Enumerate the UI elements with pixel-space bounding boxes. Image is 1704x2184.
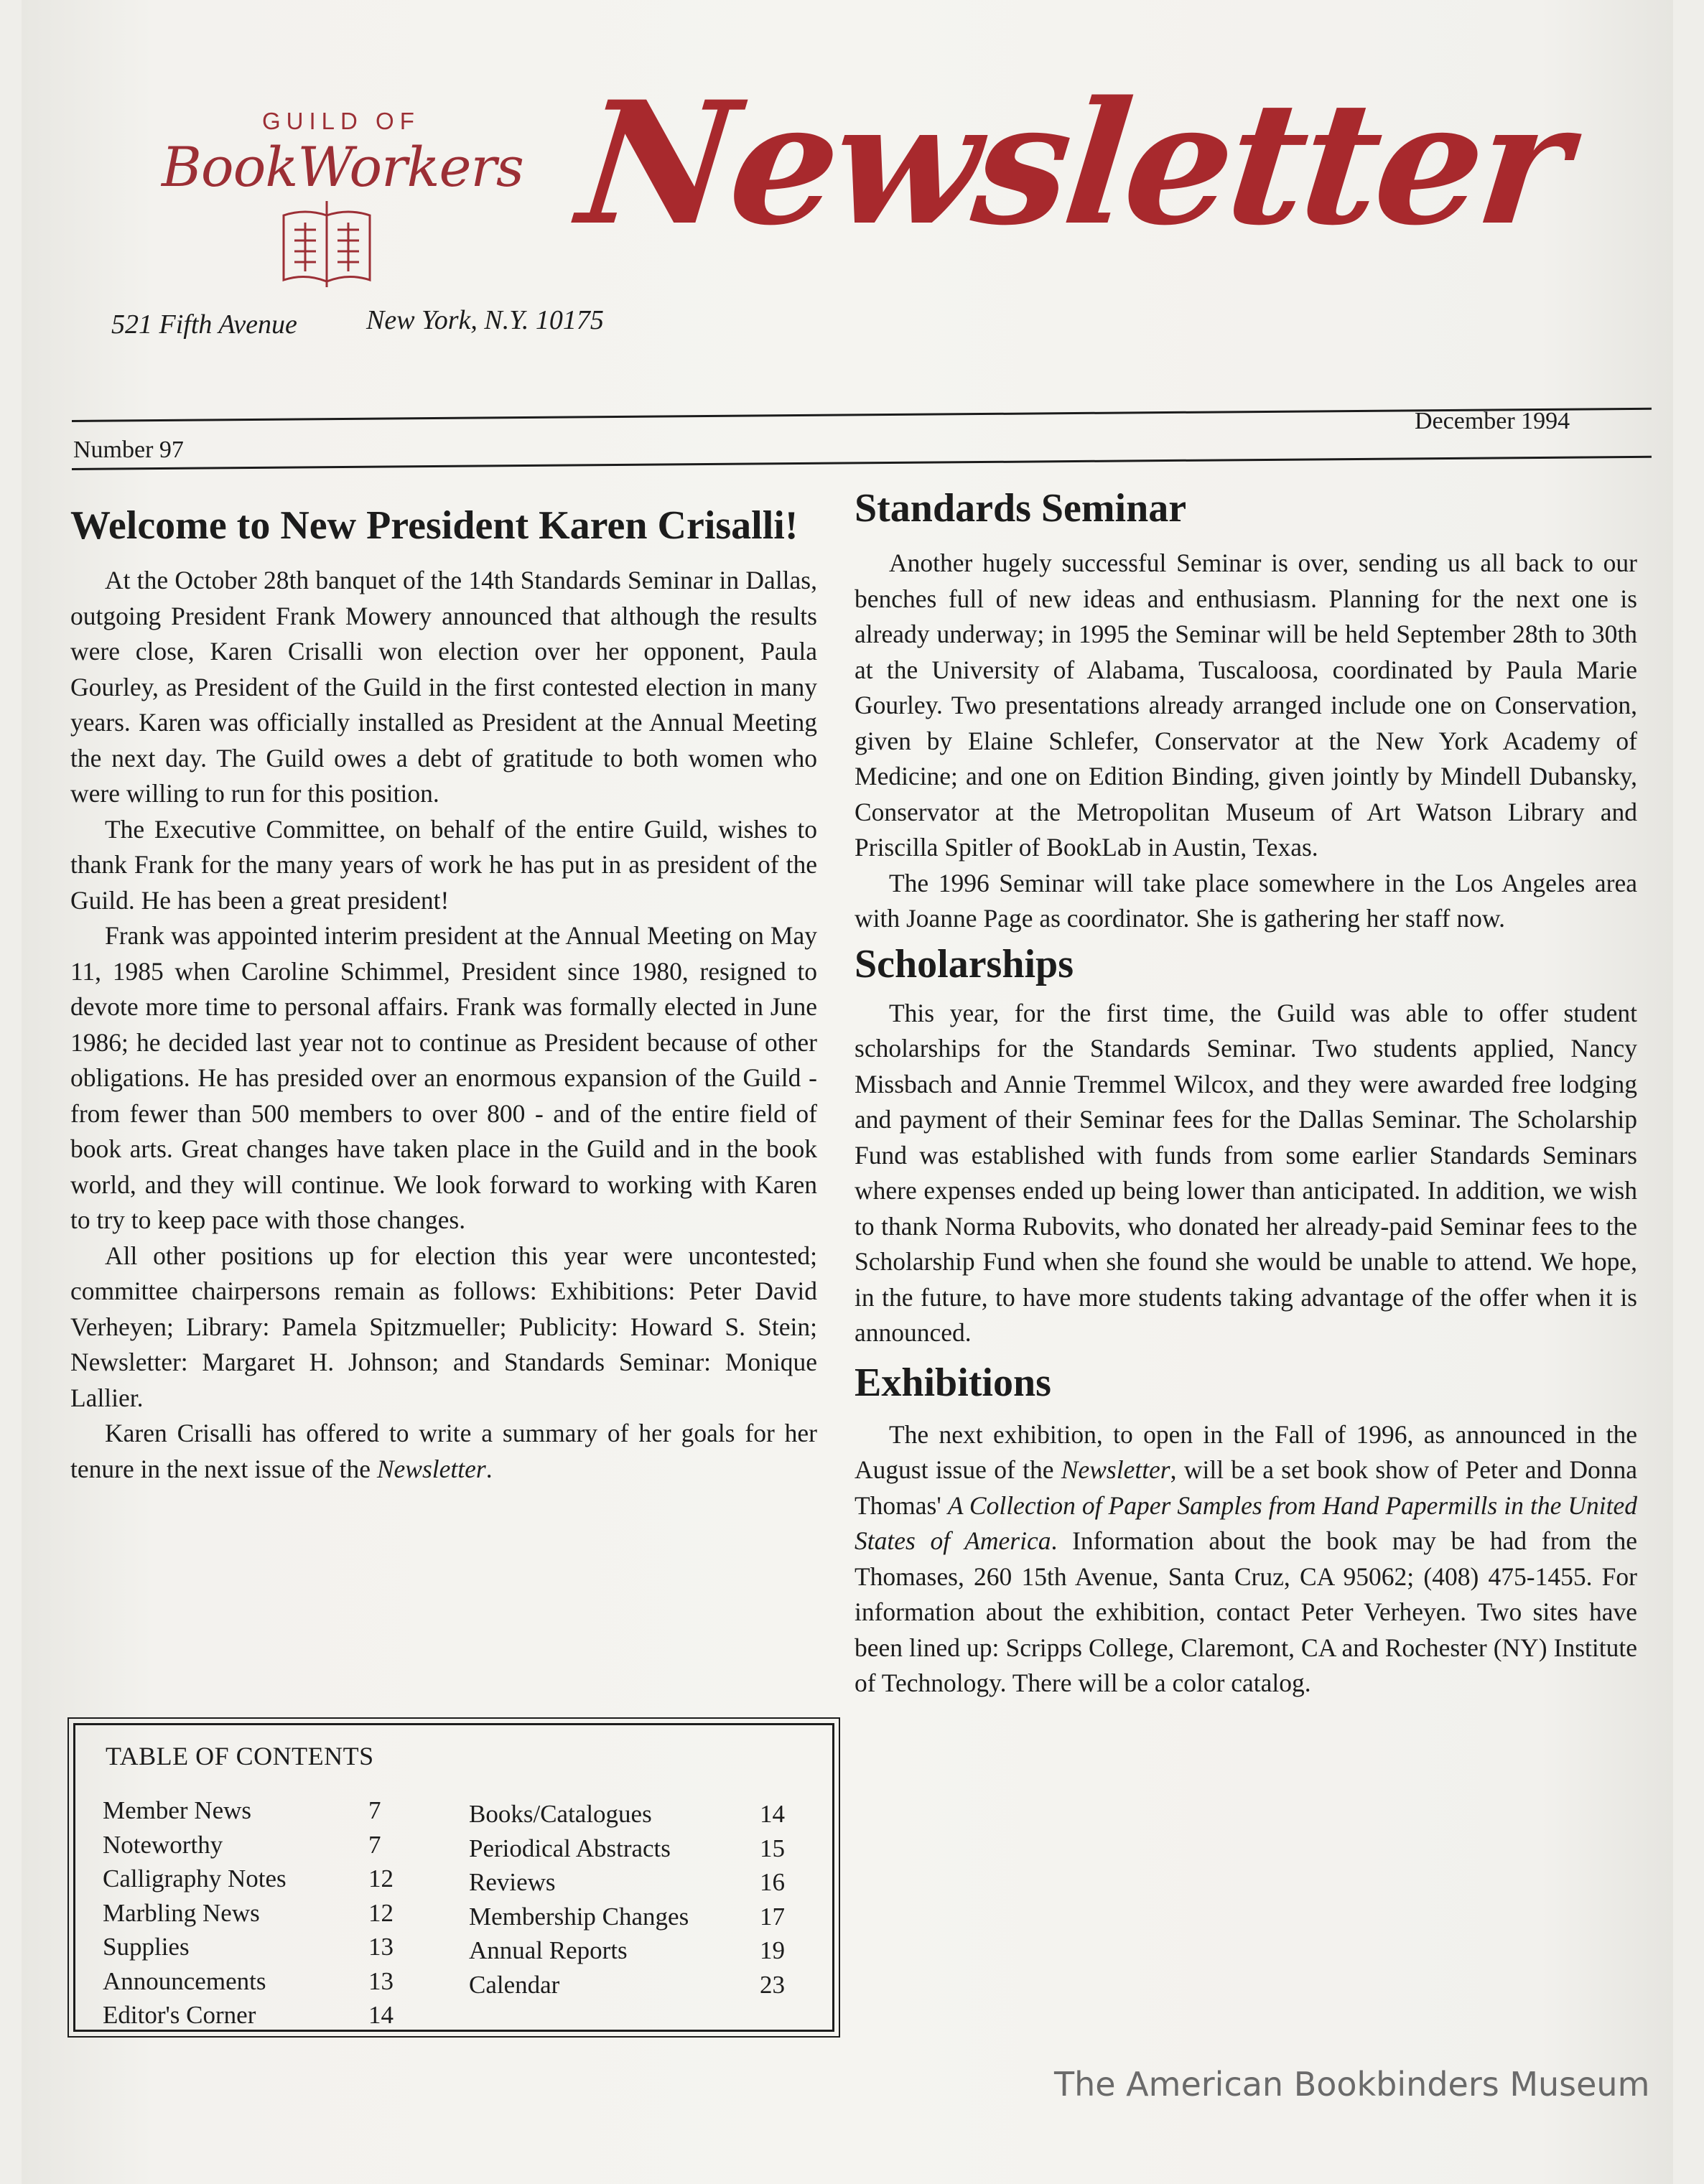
exhib-text-e: . Information about the book may be had from the Thomases, 260 15th Avenue, Santa Cruz, CA 95062; (408) 475-1455. For information about the exhibition, contact Peter Verheyen. Two sites have been lined up: Scripps College, Claremont, CA and Rochester (NY) Institute of Technology. There will be a color catalog. — [855, 1526, 1637, 1697]
exhib-text-a: The next exhibition, to open in the Fall of 1996, as announced in the August issue of the — [855, 1419, 1637, 1484]
toc-item-label: Reviews — [469, 1868, 556, 1896]
toc-item — [469, 1797, 785, 1831]
toc-item — [103, 1793, 419, 1828]
toc-item — [103, 1862, 419, 1896]
toc-item-label: Member News — [103, 1796, 252, 1824]
museum-watermark: The American Bookbinders Museum — [1054, 2065, 1650, 2104]
p5-newsletter-italic: Newsletter — [376, 1454, 486, 1483]
toc-item-page: 16 — [760, 1868, 785, 1896]
toc-item-page: 7 — [368, 1830, 381, 1859]
toc-item-page: 14 — [760, 1800, 785, 1828]
toc-item-label: Noteworthy — [103, 1830, 223, 1859]
exhib-book-title-italic: A Collection of Paper Samples from Hand Papermills in the United States of America — [855, 1490, 1637, 1555]
welcome-heading: Welcome to New President Karen Crisalli! — [70, 503, 799, 548]
issue-date: December 1994 — [1415, 408, 1570, 434]
scholarships-heading: Scholarships — [855, 941, 1074, 986]
toc-item-label: Marbling News — [103, 1898, 260, 1927]
toc-item-label: Supplies — [103, 1933, 190, 1961]
address-street: 521 Fifth Avenue — [111, 309, 297, 340]
toc-item-label: Membership Changes — [469, 1902, 689, 1931]
newsletter-title: Newsletter — [571, 65, 1575, 263]
toc-item-label: Announcements — [103, 1966, 266, 1995]
newsletter-page — [22, 0, 1673, 2184]
toc-item-page: 12 — [368, 1865, 394, 1893]
masthead-bottom-rule — [72, 456, 1652, 470]
open-book-icon — [276, 194, 377, 294]
guild-name-logo: BookWorkers — [162, 135, 523, 199]
exhibitions-paragraph — [855, 1417, 1637, 1702]
toc-item-label: Annual Reports — [469, 1936, 628, 1964]
left-column — [70, 503, 817, 1487]
issue-number: Number 97 — [73, 437, 184, 463]
toc-item — [469, 1968, 785, 2002]
toc-item-page: 13 — [368, 1966, 394, 1995]
toc-item — [103, 1998, 419, 2033]
toc-item-page: 7 — [368, 1796, 381, 1824]
standards-seminar-heading: Standards Seminar — [855, 486, 1187, 531]
toc-item — [103, 1930, 419, 1964]
p5-end: . — [485, 1454, 493, 1483]
toc-title: TABLE OF CONTENTS — [106, 1742, 374, 1770]
exhib-text-c: , will be a set book show of Peter and Donna Thomas' — [855, 1455, 1637, 1520]
toc-item-page: 13 — [368, 1933, 394, 1961]
toc-item-label: Calligraphy Notes — [103, 1865, 287, 1893]
toc-item-page: 17 — [760, 1902, 785, 1931]
toc-item-page: 19 — [760, 1936, 785, 1964]
toc-item-label: Books/Catalogues — [469, 1800, 652, 1828]
table-of-contents — [73, 1723, 834, 2032]
toc-item — [103, 1896, 419, 1931]
toc-item — [103, 1964, 419, 1999]
toc-left-list — [103, 1793, 419, 2033]
toc-item — [469, 1865, 785, 1900]
toc-item-page: 12 — [368, 1898, 394, 1927]
welcome-paragraph-4: All other positions up for election this year were uncontested; committee chairpersons remain as follows: Exhibitions: Peter David Verheyen; Library: Pamela Spitzmueller; Publicity: Howard S. Stein; Newsletter: Margaret H. Johnson; and Standards Seminar: Monique Lallier. — [70, 1241, 817, 1412]
toc-right-list — [469, 1797, 785, 2002]
toc-item-page: 15 — [760, 1834, 785, 1862]
toc-item — [469, 1900, 785, 1934]
exhibitions-heading: Exhibitions — [855, 1360, 1051, 1405]
toc-item-label: Periodical Abstracts — [469, 1834, 671, 1862]
welcome-paragraph-5 — [70, 1416, 817, 1487]
seminar-paragraph-2: The 1996 Seminar will take place somewhere in the Los Angeles area with Joanne Page as coordinator. She is gathering her staff now. — [855, 868, 1637, 933]
right-column — [855, 487, 1637, 1702]
address-city: New York, N.Y. 10175 — [366, 305, 604, 335]
welcome-paragraph-1: At the October 28th banquet of the 14th Standards Seminar in Dallas, outgoing President Frank Mowery announced that although the results were close, Karen Crisalli won election over her opponent, Paula Gourley, as President of the Guild in the first contested election in many years. Karen was officially installed as President at the Annual Meeting the next day. The Guild owes a debt of gratitude to both women who were willing to run for this position. — [70, 566, 817, 808]
toc-item — [469, 1831, 785, 1866]
welcome-paragraph-2: The Executive Committee, on behalf of the entire Guild, wishes to thank Frank for the many years of work he has put in as president of the Guild. He has been a great president! — [70, 814, 817, 915]
toc-item-label: Calendar — [469, 1970, 560, 1999]
exhib-newsletter-italic: Newsletter — [1061, 1455, 1170, 1484]
toc-item-page: 14 — [368, 2001, 394, 2029]
toc-item-page: 23 — [760, 1970, 785, 1999]
toc-item — [103, 1828, 419, 1862]
toc-item-label: Editor's Corner — [103, 2001, 256, 2029]
seminar-paragraph-1: Another hugely successful Seminar is over, sending us all back to our benches full of new ideas and enthusiasm. Planning for the next one is already underway; in 1995 the Seminar will be held September 28th to 30th at the University of Alabama, Tuscaloosa, coordinated by Paula Marie Gourley. Two presentations already arranged include one on Conservation, given by Elaine Schlefer, Conservator at the New York Academy of Medicine; and one on Edition Binding, given jointly by Mindell Dubansky, Conservator at the Metropolitan Museum of Art Watson Library and Priscilla Spitler of BookLab in Austin, Texas. — [855, 549, 1637, 862]
p5-text: Karen Crisalli has offered to write a summary of her goals for her tenure in the next issue of the — [70, 1419, 817, 1483]
toc-item — [469, 1933, 785, 1968]
guild-of-label: GUILD OF — [262, 108, 420, 134]
scholarships-paragraph: This year, for the first time, the Guild was able to offer student scholarships for the Standards Seminar. Two students applied, Nancy Missbach and Annie Tremmel Wilcox, and they were awarded free lodging and payment of their Seminar fees for the Dallas Seminar. The Scholarship Fund was established with funds from some earlier Standards Seminars where expenses ended up being lower than anticipated. In addition, we wish to thank Norma Rubovits, who donated her already-paid Seminar fees to the Scholarship Fund when she found she would be unable to attend. We hope, in the future, to have more students taking advantage of the offer when it is announced. — [855, 998, 1637, 1347]
welcome-paragraph-3: Frank was appointed interim president at the Annual Meeting on May 11, 1985 when Caroline Schimmel, President since 1980, resigned to devote more time to personal affairs. Frank was formally elected in June 1986; he decided last year not to continue as President because of other obligations. He has presided over an enormous expansion of the Guild - from fewer than 500 members to over 800 - and of the entire field of book arts. Great changes have taken place in the Guild and in the book world, and they will continue. We look forward to working with Karen to try to keep pace with those changes. — [70, 921, 817, 1234]
